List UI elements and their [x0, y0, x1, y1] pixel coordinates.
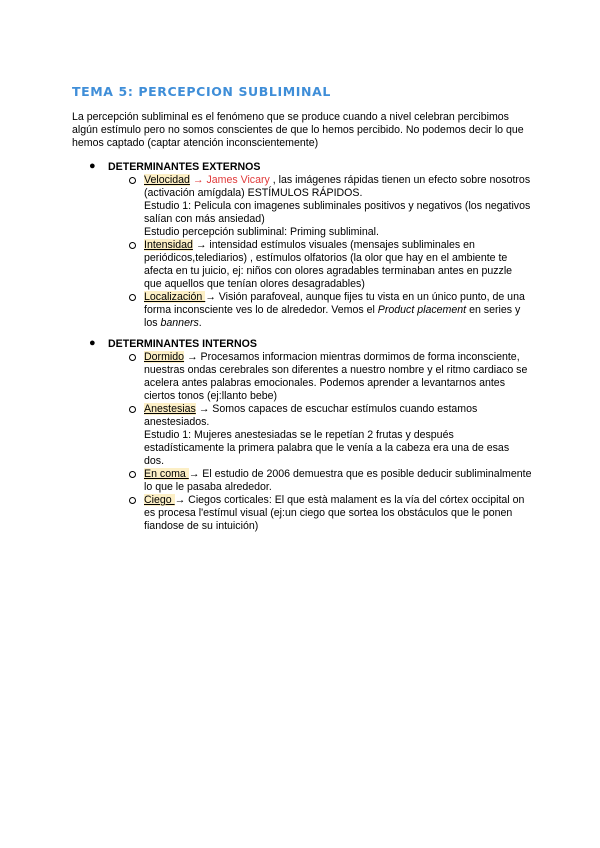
section-heading-externos [72, 161, 532, 174]
section-heading-internos [72, 338, 532, 351]
item-line [144, 351, 532, 403]
intro-paragraph: La percepción subliminal es el fenómeno que se produce cuando a nivel celebran percibimos algún estímulo pero no somos conscientes de que lo hemos percibido. No podemos decir lo que hemos captado (captar atención inconscientemente) [72, 111, 524, 149]
item-line [144, 403, 532, 429]
circle-bullet-icon [129, 406, 136, 413]
heading-text: DETERMINANTES EXTERNOS [108, 161, 261, 173]
study-line: Estudio percepción subliminal: Priming subliminal. [144, 226, 379, 238]
item-text: → Visión parafoveal, aunque fijes tu vista en un único punto, de una forma inconsciente ves lo de alrededor. Vemos el [144, 291, 525, 316]
bullet-icon: ● [89, 337, 96, 349]
item-line [144, 291, 532, 330]
study-line: Estudio 1: Mujeres anestesiadas se le repetían 2 frutas y después estadísticamente la primera palabra que le venía a la cabeza era una de esas dos. [144, 429, 510, 467]
item-text: → El estudio de 2006 demuestra que es posible deducir subliminalmente lo que le pasaba alrededor. [144, 468, 532, 493]
list-item-ciego [72, 494, 532, 533]
item-text: en series y los [144, 304, 521, 329]
item-text: , las imágenes rápidas tienen un efecto sobre nosotros (activación amígdala) ESTÍMULOS RÁPIDOS. [144, 174, 531, 199]
item-line [144, 174, 532, 200]
item-text: → Ciegos corticales: El que està malament es la vía del córtex occipital on es procesa l'estímul visual (ej:un ciego que sortea los obstáculos que le ponen fiandose de su intuición) [144, 494, 525, 532]
circle-bullet-icon [129, 177, 136, 184]
item-line [144, 494, 532, 533]
keyword-localizacion: Localización [144, 291, 206, 303]
item-line [144, 239, 532, 291]
list-item-velocidad [72, 174, 532, 239]
keyword-coma: En coma [144, 468, 189, 480]
list-externos [72, 174, 532, 330]
italic-term: Product placement [377, 304, 467, 316]
keyword-anestesias: Anestesias [144, 403, 196, 415]
list-item-localizacion [72, 291, 532, 330]
author-name: James Vicary [206, 174, 270, 186]
item-line [144, 468, 532, 494]
circle-bullet-icon [129, 294, 136, 301]
list-internos [72, 351, 532, 533]
list-item-dormido [72, 351, 532, 403]
item-text: → intensidad estímulos visuales (mensajes subliminales en periódicos,telediarios) , estímulos olfatorios (la olor que hay en el ambiente te afecta en tu juicio, ej: niños con olores agradables terminaban antes en puzzle que aquellos que tenían olores desagradables) [144, 239, 513, 290]
item-text: → Somos capaces de escuchar estímulos cuando estamos anestesiados. [144, 403, 478, 428]
circle-bullet-icon [129, 471, 136, 478]
circle-bullet-icon [129, 497, 136, 504]
italic-term: banners [160, 317, 199, 329]
list-item-anestesias [72, 403, 532, 468]
keyword-dormido: Dormido [144, 351, 185, 363]
circle-bullet-icon [129, 242, 136, 249]
item-text: → Procesamos informacion mientras dormimos de forma inconsciente, nuestras ondas cerebrales son diferentes a nuestro nombre y el ritmo cardiaco se acelera antes palabras emocionales. Podemos aprender a levantarnos antes ciertos tonos (ej:llanto bebe) [144, 351, 528, 402]
bullet-icon: ● [89, 160, 96, 172]
section-internos [72, 338, 532, 533]
circle-bullet-icon [129, 354, 136, 361]
study-line: Estudio 1: Pelicula con imagenes subliminales positivos y negativos (los negativos salían con más ansiedad) [144, 200, 531, 225]
item-text: . [198, 317, 202, 329]
list-item-intensidad [72, 239, 532, 291]
list-item-coma [72, 468, 532, 494]
keyword-velocidad: Velocidad [144, 174, 190, 186]
keyword-intensidad: Intensidad [144, 239, 193, 251]
page-title: TEMA 5: PERCEPCION SUBLIMINAL [72, 84, 331, 99]
arrow: → [189, 174, 207, 186]
keyword-ciego: Ciego [144, 494, 175, 506]
section-externos [72, 161, 532, 330]
heading-text: DETERMINANTES INTERNOS [108, 338, 257, 350]
